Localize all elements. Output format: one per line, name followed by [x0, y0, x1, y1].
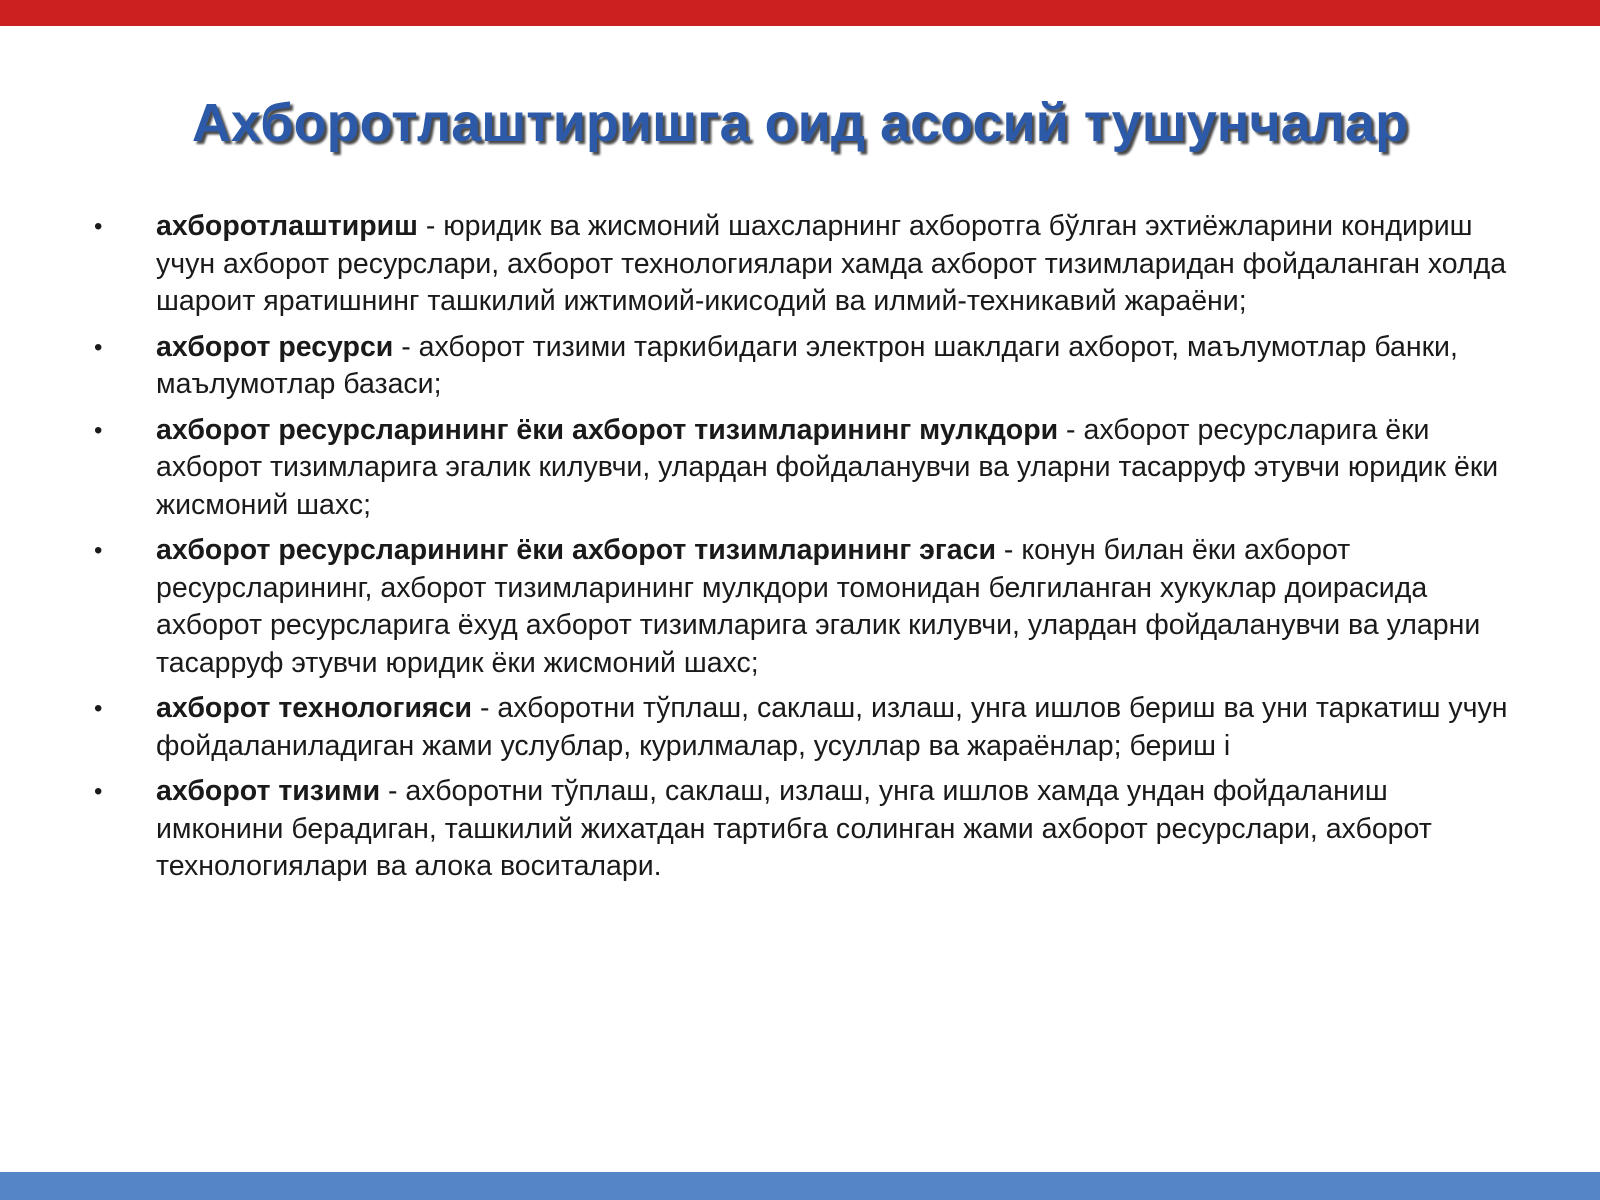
- definition-text: - ахборотни тўплаш, саклаш, излаш, унга ишлов хамда ундан фойдаланиш имконини берадиган, ташкилий жихатдан тартибга солинган жами ахборот ресурслари, ахборот технологиялари ва алока воситалари.: [156, 775, 1432, 882]
- definition-text: - ахборот ресурсларига ёки ахборот тизимларига эгалик килувчи, улардан фойдаланувчи ва уларни тасарруф этувчи юридик ёки жисмоний шахс;: [156, 413, 1499, 521]
- term-label: ахборот ресурсларининг ёки ахборот тизимларининг эгаси: [156, 534, 996, 566]
- list-item: [92, 690, 1512, 765]
- definition-text: - юридик ва жисмоний шахсларнинг ахборотга бўлган эхтиёжларини кондириш учун ахборот ресурслари, ахборот технологиялари хамда ахборот тизимларидан фойдаланган холда шароит яратишнинг ташкилий ижтимоий-икисодий ва илмий-техникавий жараёни;: [156, 210, 1507, 317]
- bullet-icon: •: [94, 333, 103, 361]
- list-item: [92, 329, 1512, 404]
- definition-text: - ахборотни тўплаш, саклаш, излаш, унга ишлов бериш ва уни таркатиш учун фойдаланиладиган жами услублар, курилмалар, усуллар ва жараёнлар; бериш i: [156, 692, 1508, 762]
- bullet-icon: •: [94, 537, 103, 564]
- bullet-icon: •: [94, 695, 103, 722]
- term-label: ахборот тизими: [156, 775, 381, 807]
- bottom-accent-bar: [0, 1172, 1600, 1200]
- definition-text: - ахборот тизими таркибидаги электрон шаклдаги ахборот, маълумотлар банки, маълумотлар базаси;: [156, 330, 1458, 400]
- term-label: ахборот технологияси: [156, 692, 473, 724]
- term-label: ахборот ресурси: [156, 330, 394, 363]
- top-accent-bar: [0, 0, 1600, 26]
- slide-title: Ахборотлаштиришга оид асосий тушунчалар: [191, 93, 1409, 153]
- list-item: [92, 412, 1512, 525]
- list-item: [92, 532, 1512, 682]
- term-label: ахборот ресурсларининг ёки ахборот тизимларининг мулкдори: [156, 413, 1059, 446]
- bullet-icon: •: [94, 778, 103, 805]
- term-label: ахборотлаштириш: [156, 210, 418, 242]
- list-item: [92, 773, 1512, 886]
- definition-list: [92, 208, 1512, 894]
- definition-text: - конун билан ёки ахборот ресурсларининг, ахборот тизимларининг мулкдори томонидан белгиланган хукуклар доирасида ахборот ресурсларига ёхуд ахборот тизимларига эгалик килувчи, улардан фойдаланувчи ва уларни тасарруф этувчи юридик ёки жисмоний шахс;: [156, 534, 1481, 679]
- bullet-icon: •: [94, 416, 103, 444]
- bullet-icon: •: [94, 213, 103, 240]
- list-item: [92, 208, 1512, 321]
